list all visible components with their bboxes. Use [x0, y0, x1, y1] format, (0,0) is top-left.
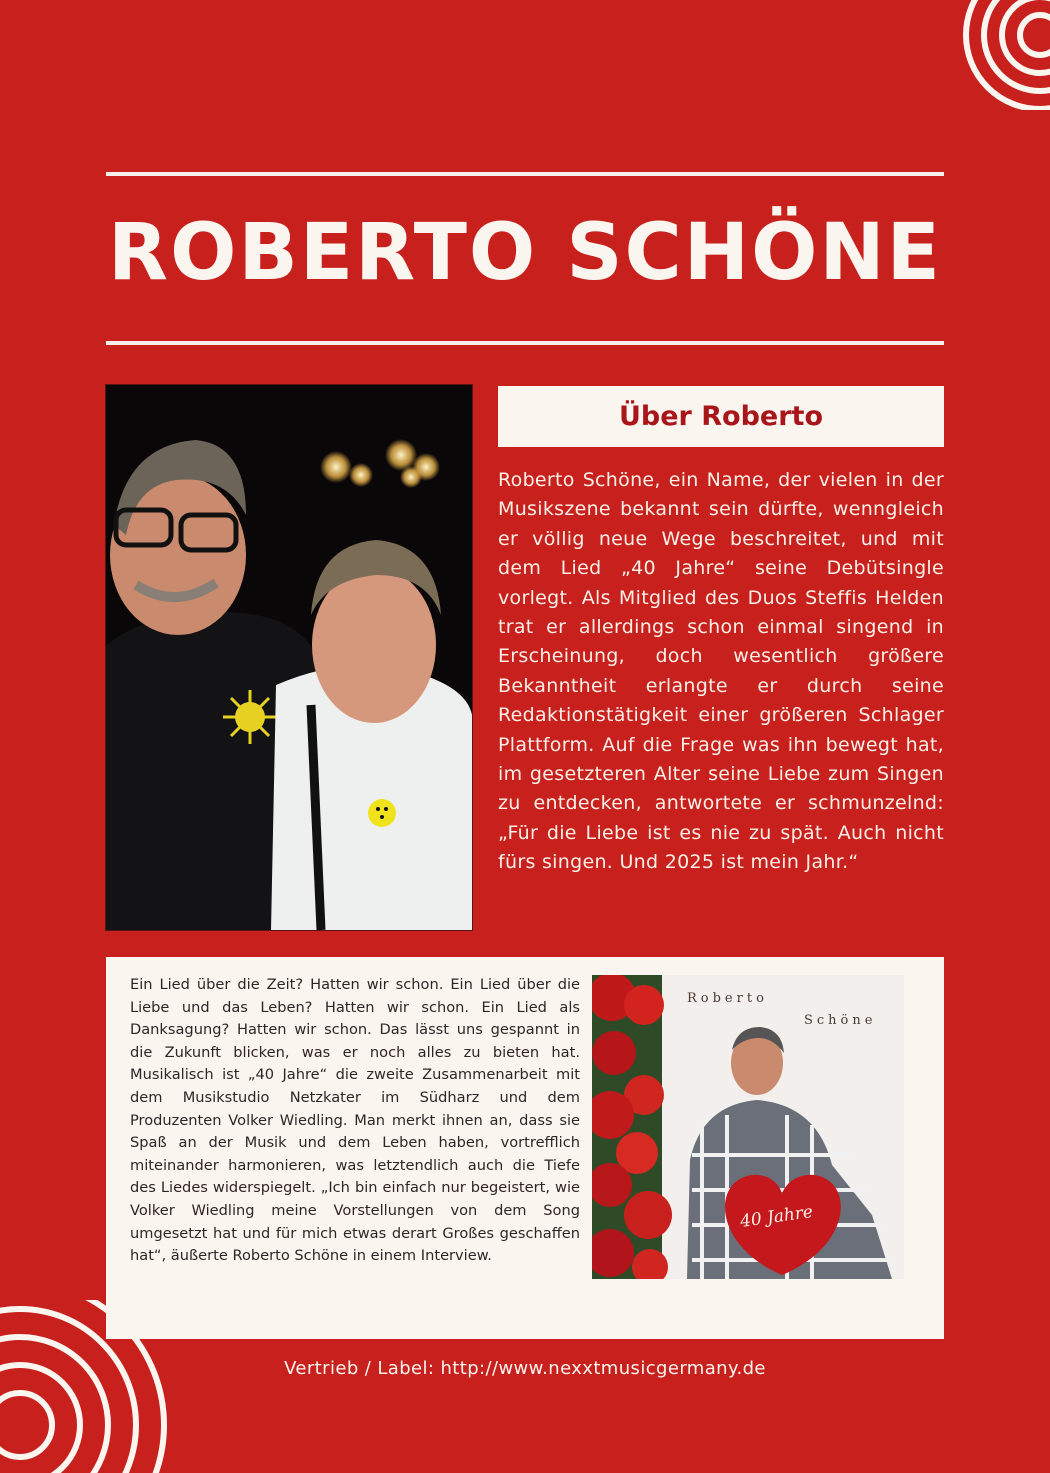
- page-title: ROBERTO SCHÖNE: [108, 208, 942, 298]
- about-heading: Über Roberto: [618, 401, 824, 432]
- decorative-arcs-top-right: [940, 0, 1050, 110]
- about-text: Roberto Schöne, ein Name, der vielen in der Musikszene bekannt sein dürfte, wenngleich er völlig neue Wege beschreitet, und mit dem Lied „40 Jahre“ seine Debütsingle vorlegt. Als Mitglied des Duos Steffis Helden trat er allerdings schon einmal singend in Erscheinung, doch wesentlich größere Bekanntheit erlangte er durch seine Redaktionstätigkeit einer größeren Schlager Plattform. Auf die Frage was ihn bewegt hat, im gesetzteren Alter seine Liebe zum Singen zu entdecken, antwortete er schmunzelnd: „Für die Liebe ist es nie zu spät. Auch nicht fürs singen. Und 2025 ist mein Jahr.“: [498, 469, 944, 874]
- about-heading-box: [498, 386, 944, 447]
- footer-distribution-label: Vertrieb / Label: http://www.nexxtmusicgermany.de: [284, 1358, 766, 1379]
- cover-heart-text: 40 Jahre: [738, 1202, 815, 1232]
- cover-first-name: Roberto: [687, 991, 768, 1006]
- story-panel: [106, 957, 944, 1339]
- photo-illustration: [106, 385, 472, 930]
- title-top-rule: [106, 172, 944, 176]
- single-cover-image: [592, 975, 904, 1279]
- photo-two-men: [105, 384, 473, 931]
- title-bottom-rule: [106, 341, 944, 345]
- cover-last-name: Schöne: [804, 1013, 877, 1028]
- story-text: Ein Lied über die Zeit? Hatten wir schon. Ein Lied über die Liebe und das Leben? Hatten wir schon. Ein Lied als Danksagung? Hatten wir schon. Das lässt uns gespannt in die Zukunft blicken, was er noch alles zu bieten hat. Musikalisch ist „40 Jahre“ die zweite Zusammenarbeit mit dem Musikstudio Netzkater im Südharz und dem Produzenten Volker Wiedling. Man merkt ihnen an, dass sie Spaß an der Musik und dem Leben haben, vortrefflich miteinander harmonieren, was letztendlich auch die Tiefe des Liedes widerspiegelt. „Ich bin einfach nur begeistert, wie Volker Wiedling meine Vorstellungen von dem Song umgesetzt hat und für mich etwas derart Großes geschaffen hat“, äußerte Roberto Schöne in einem Interview.: [130, 976, 580, 1265]
